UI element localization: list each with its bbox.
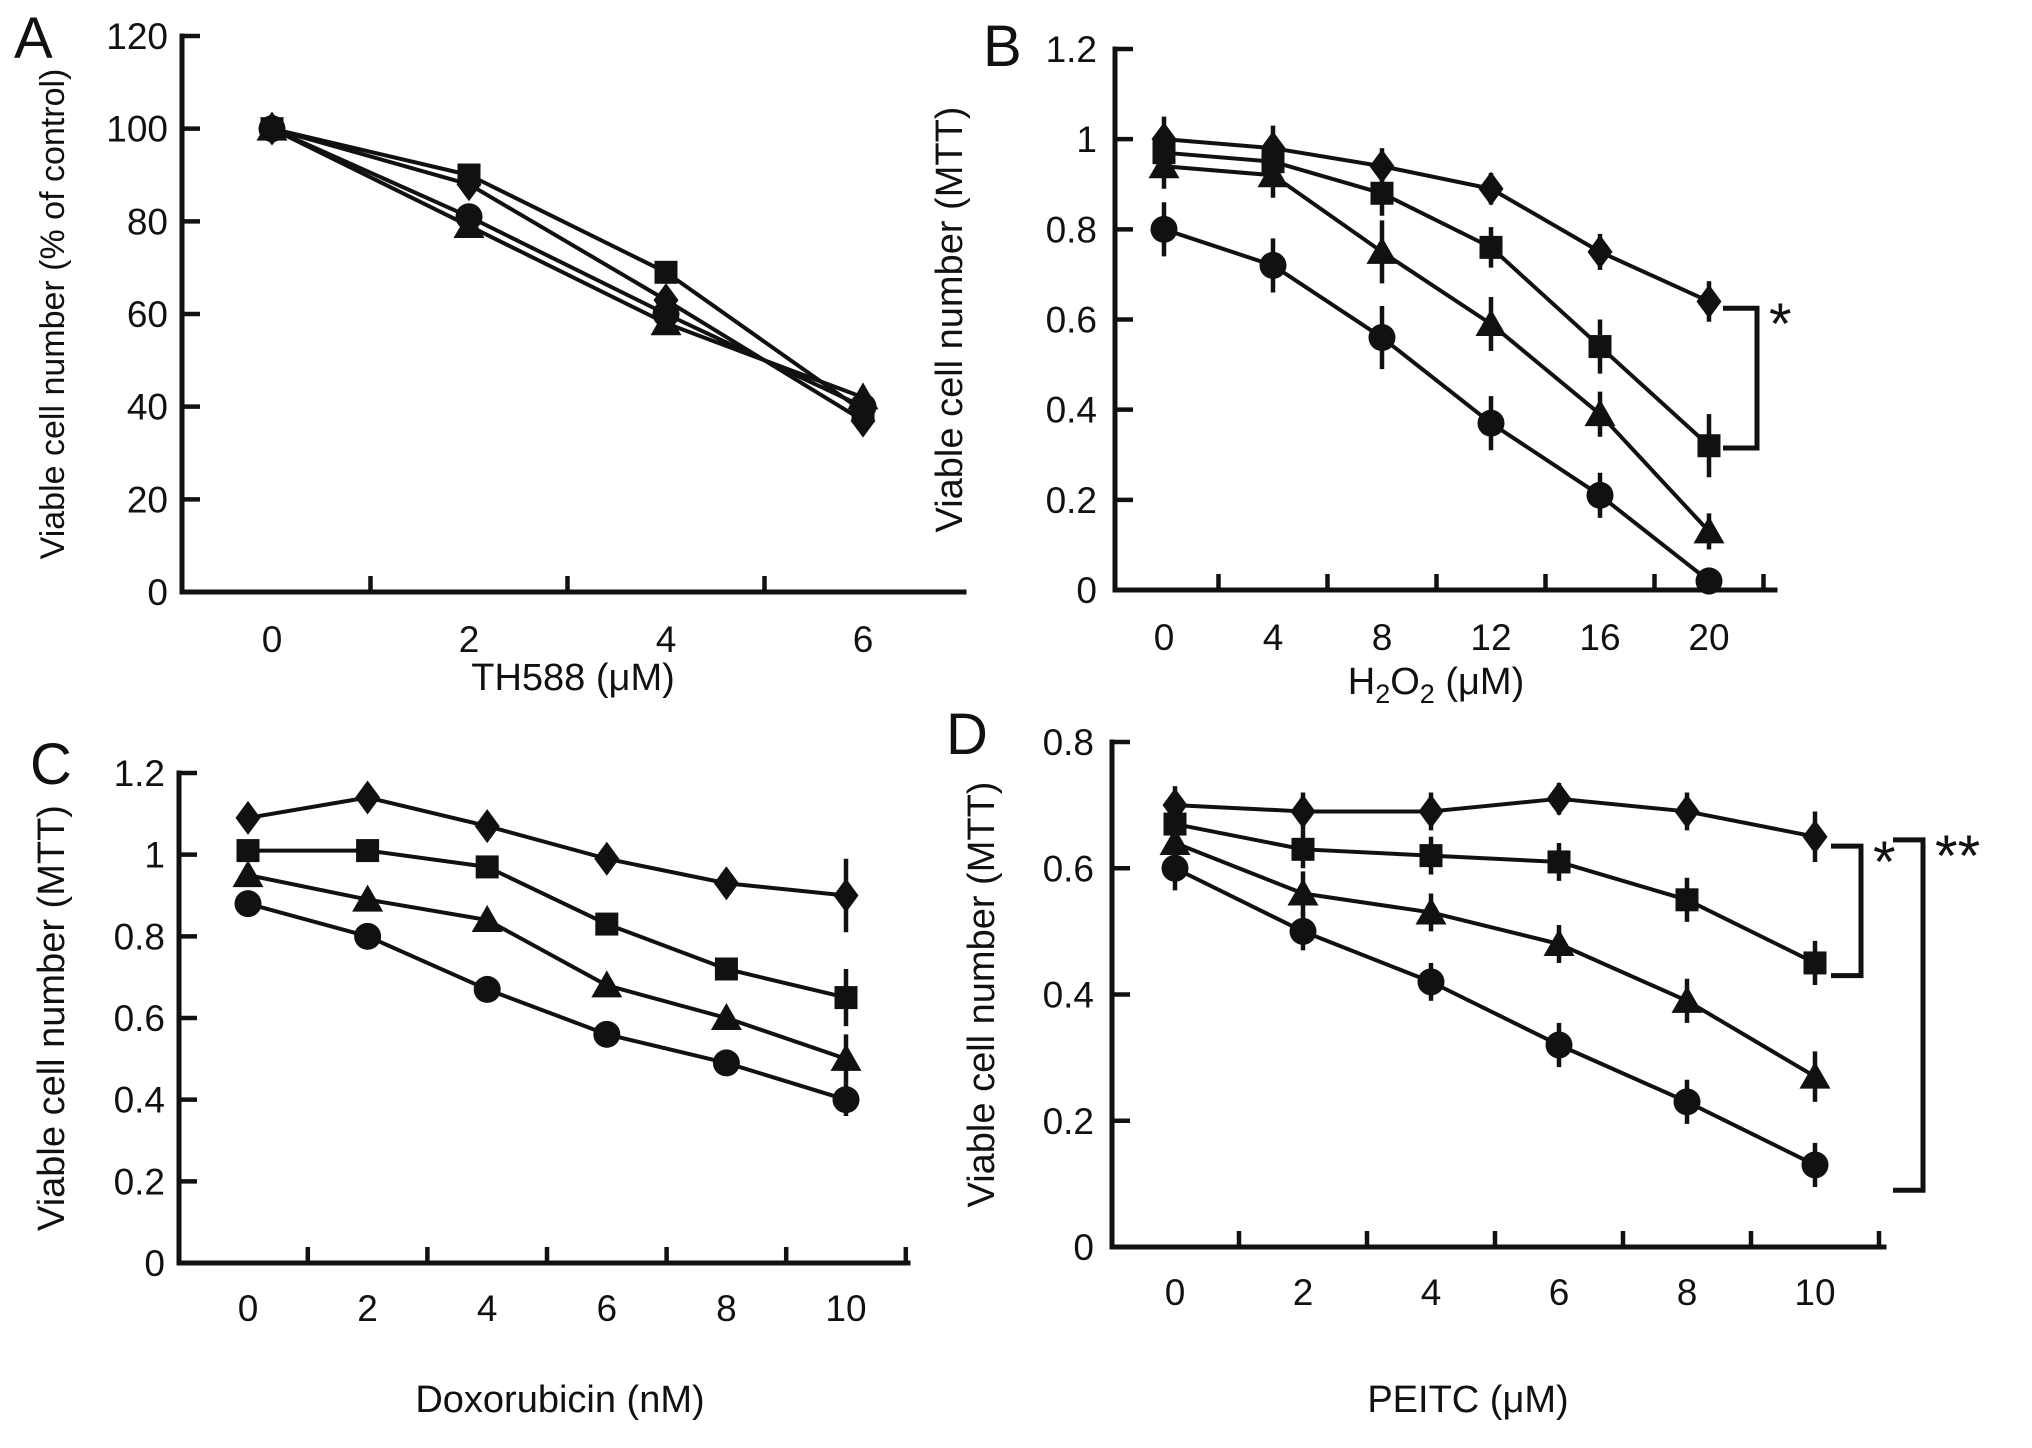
panel-c xyxy=(30,732,908,1421)
y-tick-label: 40 xyxy=(126,386,168,428)
y-tick-label: 120 xyxy=(106,16,168,57)
x-tick-label: 2 xyxy=(458,619,480,660)
panel-a xyxy=(14,6,964,699)
marker-circle xyxy=(1369,324,1396,351)
significance-bracket xyxy=(1893,840,1923,1190)
marker-diamond xyxy=(594,842,619,876)
x-tick-label: 2 xyxy=(1292,1272,1314,1313)
marker-circle xyxy=(354,923,381,950)
marker-diamond xyxy=(236,801,261,835)
series-line-circle xyxy=(248,904,846,1100)
marker-square xyxy=(476,855,499,878)
x-tick-label: 2 xyxy=(357,1288,378,1329)
marker-diamond xyxy=(1697,284,1722,318)
marker-triangle xyxy=(233,860,264,887)
y-tick-label: 0.2 xyxy=(1042,1100,1094,1142)
marker-circle xyxy=(1674,1088,1701,1115)
marker-circle xyxy=(1151,216,1178,243)
x-tick-label: 12 xyxy=(1470,617,1512,658)
y-tick-label: 0.4 xyxy=(113,1079,165,1121)
y-tick-label: 0.8 xyxy=(1042,722,1094,763)
marker-diamond xyxy=(1803,820,1828,854)
series-line-triangle xyxy=(248,875,846,1059)
marker-triangle xyxy=(831,1044,862,1071)
y-tick-label: 0.6 xyxy=(113,998,165,1039)
axis-lines xyxy=(1112,742,1884,1247)
panel-b xyxy=(929,14,1792,709)
series-line-square xyxy=(1164,153,1709,446)
y-tick-label: 1.2 xyxy=(113,753,165,794)
x-tick-label: 8 xyxy=(1371,617,1393,658)
marker-circle xyxy=(1696,567,1723,594)
marker-square xyxy=(1698,434,1721,457)
y-axis-label: Viable cell number (MTT) xyxy=(929,106,971,533)
marker-circle xyxy=(1418,968,1445,995)
marker-diamond xyxy=(1291,794,1316,828)
marker-square xyxy=(1480,236,1503,259)
marker-diamond xyxy=(834,879,859,913)
x-tick-label: 16 xyxy=(1579,617,1621,658)
x-tick-label: 0 xyxy=(1153,617,1175,658)
marker-circle xyxy=(833,1086,860,1113)
y-tick-label: 0.8 xyxy=(113,916,165,958)
y-tick-label: 0 xyxy=(1076,570,1097,611)
x-tick-label: 10 xyxy=(825,1288,867,1329)
x-tick-label: 0 xyxy=(261,619,283,660)
x-tick-label: 6 xyxy=(1548,1272,1570,1313)
x-tick-label: 8 xyxy=(716,1288,737,1329)
marker-circle xyxy=(474,976,501,1003)
marker-square xyxy=(237,839,260,862)
marker-square xyxy=(1548,850,1571,873)
x-tick-label: 8 xyxy=(1676,1272,1698,1313)
marker-triangle xyxy=(1367,237,1398,264)
x-axis-label: Doxorubicin (nM) xyxy=(415,1379,705,1421)
series-line-circle xyxy=(1164,229,1709,581)
y-tick-label: 0 xyxy=(147,572,168,613)
x-tick-label: 4 xyxy=(1420,1272,1442,1313)
marker-diamond xyxy=(714,866,739,900)
marker-diamond xyxy=(355,781,380,815)
marker-diamond xyxy=(475,809,500,843)
y-tick-label: 20 xyxy=(126,479,168,521)
y-tick-label: 60 xyxy=(126,294,168,335)
x-tick-label: 0 xyxy=(1164,1272,1186,1313)
x-tick-label: 20 xyxy=(1688,617,1730,658)
axis-lines xyxy=(179,773,908,1263)
y-tick-label: 0.6 xyxy=(1042,848,1094,890)
marker-circle xyxy=(1587,482,1614,509)
marker-diamond xyxy=(1370,149,1395,183)
panel-d xyxy=(946,702,1980,1421)
marker-diamond xyxy=(1675,794,1700,828)
series-line-diamond xyxy=(248,798,846,896)
marker-circle xyxy=(653,301,680,328)
marker-circle xyxy=(713,1049,740,1076)
y-axis-label: Viable cell number (% of control) xyxy=(34,68,72,560)
significance-label: * xyxy=(1769,292,1792,358)
panel-letter: B xyxy=(983,14,1022,79)
marker-diamond xyxy=(1479,172,1504,206)
marker-square xyxy=(595,913,618,936)
axis-lines xyxy=(182,36,964,592)
marker-circle xyxy=(456,203,483,230)
marker-diamond xyxy=(1547,782,1572,816)
marker-triangle xyxy=(591,970,622,997)
marker-triangle xyxy=(1800,1062,1831,1089)
marker-triangle xyxy=(1476,309,1507,336)
series-line-square xyxy=(1175,824,1815,963)
x-tick-label: 4 xyxy=(1262,617,1284,658)
y-axis-label: Viable cell number (MTT) xyxy=(961,781,1003,1208)
y-tick-label: 1.2 xyxy=(1045,29,1097,70)
marker-square xyxy=(715,958,738,981)
x-axis-label: $H_2O_2$ (μM) xyxy=(1347,661,1525,709)
marker-square xyxy=(1420,844,1443,867)
y-tick-label: 0.4 xyxy=(1042,974,1094,1016)
y-tick-label: 0.6 xyxy=(1045,299,1097,341)
x-tick-label: 6 xyxy=(852,619,874,660)
y-tick-label: 0.2 xyxy=(1045,479,1097,521)
marker-square xyxy=(1292,838,1315,861)
marker-triangle xyxy=(1672,986,1703,1013)
marker-circle xyxy=(850,393,877,420)
significance-label: ** xyxy=(1935,823,1981,889)
y-tick-label: 0 xyxy=(1073,1227,1094,1268)
significance-bracket xyxy=(1723,308,1757,448)
y-tick-label: 0.4 xyxy=(1045,389,1097,431)
y-axis-label: Viable cell number (MTT) xyxy=(31,805,73,1231)
marker-circle xyxy=(235,890,262,917)
marker-square xyxy=(1804,951,1827,974)
x-tick-label: 10 xyxy=(1794,1272,1836,1313)
marker-circle xyxy=(1478,410,1505,437)
panel-letter: C xyxy=(30,732,72,797)
x-axis-label: TH588 (μM) xyxy=(471,657,675,699)
x-tick-label: 4 xyxy=(655,619,677,660)
series-line-triangle xyxy=(1175,843,1815,1077)
y-tick-label: 0 xyxy=(144,1243,165,1284)
series-line-diamond xyxy=(1175,799,1815,837)
marker-circle xyxy=(593,1021,620,1048)
marker-circle xyxy=(1802,1151,1829,1178)
y-tick-label: 1 xyxy=(1076,119,1097,161)
x-tick-label: 4 xyxy=(476,1288,498,1329)
panel-letter: A xyxy=(14,6,53,71)
marker-circle xyxy=(259,115,286,142)
series-line-square xyxy=(248,851,846,998)
series-line-circle xyxy=(1175,868,1815,1165)
marker-square xyxy=(1589,335,1612,358)
axis-lines xyxy=(1115,49,1775,590)
marker-triangle xyxy=(1288,879,1319,906)
marker-circle xyxy=(1546,1032,1573,1059)
marker-square xyxy=(835,986,858,1009)
series-line-circle xyxy=(272,129,863,407)
y-tick-label: 80 xyxy=(126,201,168,243)
y-tick-label: 1 xyxy=(144,834,165,876)
x-tick-label: 6 xyxy=(596,1288,618,1329)
y-tick-label: 0.8 xyxy=(1045,209,1097,251)
y-tick-label: 0.2 xyxy=(113,1161,165,1203)
marker-square xyxy=(356,839,379,862)
significance-bracket xyxy=(1831,846,1861,975)
marker-diamond xyxy=(1419,794,1444,828)
marker-square xyxy=(458,164,481,187)
significance-label: * xyxy=(1873,830,1896,896)
x-axis-label: PEITC (μM) xyxy=(1367,1379,1569,1421)
y-tick-label: 100 xyxy=(106,108,168,150)
marker-square xyxy=(1371,182,1394,205)
marker-circle xyxy=(1260,252,1287,279)
marker-square xyxy=(655,261,678,284)
x-tick-label: 0 xyxy=(237,1288,259,1329)
marker-square xyxy=(1676,888,1699,911)
panel-letter: D xyxy=(946,702,988,767)
marker-circle xyxy=(1162,855,1189,882)
marker-circle xyxy=(1290,918,1317,945)
marker-diamond xyxy=(1588,235,1613,269)
